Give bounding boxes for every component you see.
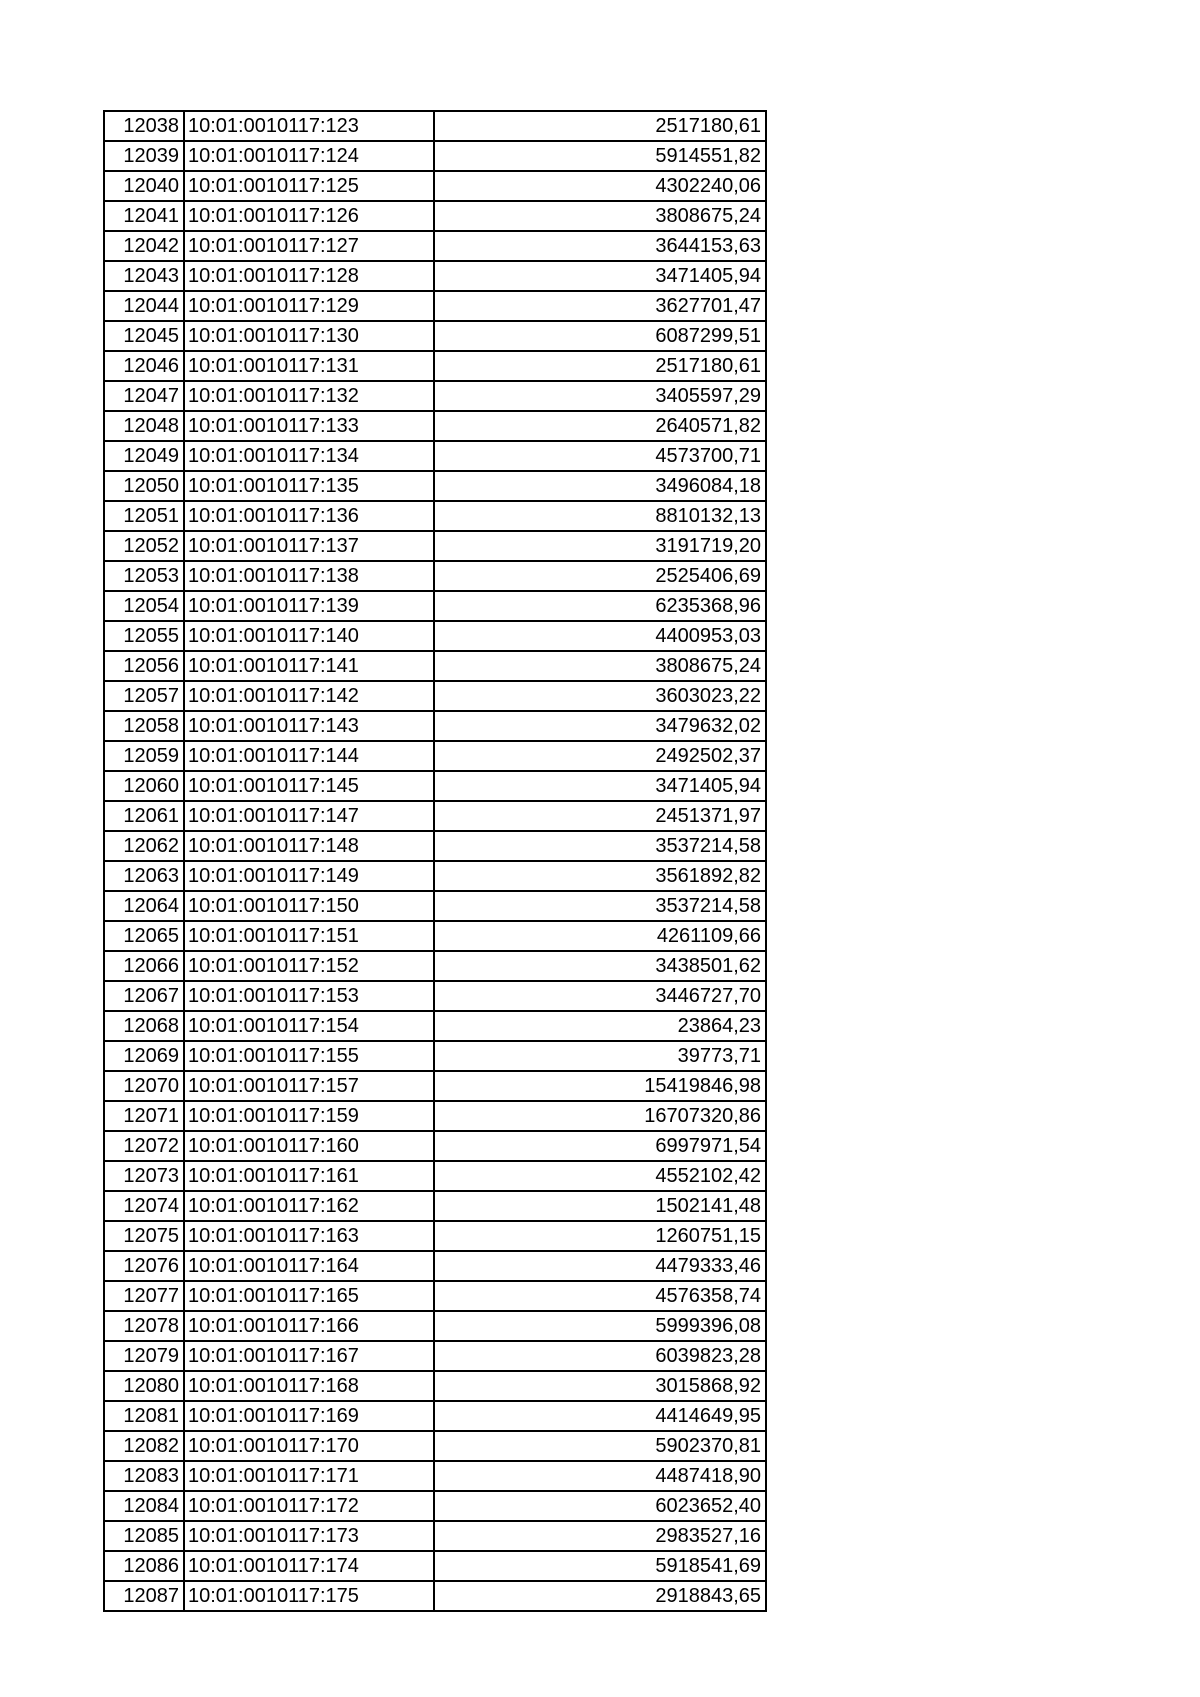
cadastral-number-cell: 10:01:0010117:173 (184, 1521, 434, 1551)
row-number-cell: 12048 (104, 411, 184, 441)
table-row (104, 141, 766, 171)
table-row (104, 861, 766, 891)
table-row (104, 561, 766, 591)
cadastral-value-cell: 2525406,69 (434, 561, 766, 591)
table-row (104, 231, 766, 261)
cadastral-value-cell: 3627701,47 (434, 291, 766, 321)
cadastral-number-cell: 10:01:0010117:160 (184, 1131, 434, 1161)
cadastral-number-cell: 10:01:0010117:141 (184, 651, 434, 681)
table-row (104, 1461, 766, 1491)
cadastral-value-cell: 6039823,28 (434, 1341, 766, 1371)
cadastral-value-cell: 5918541,69 (434, 1551, 766, 1581)
cadastral-value-cell: 4400953,03 (434, 621, 766, 651)
row-number-cell: 12084 (104, 1491, 184, 1521)
cadastral-value-cell: 2451371,97 (434, 801, 766, 831)
cadastral-value-cell: 3479632,02 (434, 711, 766, 741)
cadastral-number-cell: 10:01:0010117:125 (184, 171, 434, 201)
table-row (104, 1551, 766, 1581)
row-number-cell: 12066 (104, 951, 184, 981)
cadastral-number-cell: 10:01:0010117:175 (184, 1581, 434, 1611)
cadastral-number-cell: 10:01:0010117:150 (184, 891, 434, 921)
table-row (104, 921, 766, 951)
table-row (104, 1581, 766, 1611)
row-number-cell: 12075 (104, 1221, 184, 1251)
table-row (104, 711, 766, 741)
cadastral-number-cell: 10:01:0010117:132 (184, 381, 434, 411)
cadastral-value-cell: 1260751,15 (434, 1221, 766, 1251)
cadastral-number-cell: 10:01:0010117:149 (184, 861, 434, 891)
row-number-cell: 12042 (104, 231, 184, 261)
row-number-cell: 12068 (104, 1011, 184, 1041)
cadastral-value-cell: 3446727,70 (434, 981, 766, 1011)
cadastral-value-cell: 4302240,06 (434, 171, 766, 201)
cadastral-number-cell: 10:01:0010117:168 (184, 1371, 434, 1401)
cadastral-value-cell: 4479333,46 (434, 1251, 766, 1281)
table-body (104, 111, 766, 1611)
cadastral-value-cell: 2492502,37 (434, 741, 766, 771)
cadastral-value-cell: 1502141,48 (434, 1191, 766, 1221)
cadastral-number-cell: 10:01:0010117:133 (184, 411, 434, 441)
row-number-cell: 12063 (104, 861, 184, 891)
row-number-cell: 12050 (104, 471, 184, 501)
cadastral-number-cell: 10:01:0010117:157 (184, 1071, 434, 1101)
table-row (104, 951, 766, 981)
table-row (104, 291, 766, 321)
row-number-cell: 12080 (104, 1371, 184, 1401)
cadastral-number-cell: 10:01:0010117:151 (184, 921, 434, 951)
row-number-cell: 12041 (104, 201, 184, 231)
cadastral-number-cell: 10:01:0010117:143 (184, 711, 434, 741)
row-number-cell: 12061 (104, 801, 184, 831)
cadastral-number-cell: 10:01:0010117:167 (184, 1341, 434, 1371)
table-row (104, 531, 766, 561)
cadastral-value-cell: 4552102,42 (434, 1161, 766, 1191)
cadastral-number-cell: 10:01:0010117:161 (184, 1161, 434, 1191)
cadastral-number-cell: 10:01:0010117:169 (184, 1401, 434, 1431)
table-row (104, 741, 766, 771)
row-number-cell: 12058 (104, 711, 184, 741)
cadastral-value-cell: 3808675,24 (434, 201, 766, 231)
table-row (104, 1491, 766, 1521)
cadastral-number-cell: 10:01:0010117:170 (184, 1431, 434, 1461)
cadastral-number-cell: 10:01:0010117:153 (184, 981, 434, 1011)
cadastral-number-cell: 10:01:0010117:166 (184, 1311, 434, 1341)
cadastral-number-cell: 10:01:0010117:135 (184, 471, 434, 501)
row-number-cell: 12071 (104, 1101, 184, 1131)
cadastral-number-cell: 10:01:0010117:145 (184, 771, 434, 801)
cadastral-value-cell: 6235368,96 (434, 591, 766, 621)
cadastral-value-cell: 3438501,62 (434, 951, 766, 981)
table-row (104, 381, 766, 411)
table-row (104, 1191, 766, 1221)
table-row (104, 171, 766, 201)
cadastral-number-cell: 10:01:0010117:130 (184, 321, 434, 351)
row-number-cell: 12067 (104, 981, 184, 1011)
row-number-cell: 12069 (104, 1041, 184, 1071)
table-row (104, 1251, 766, 1281)
cadastral-number-cell: 10:01:0010117:152 (184, 951, 434, 981)
row-number-cell: 12078 (104, 1311, 184, 1341)
row-number-cell: 12060 (104, 771, 184, 801)
row-number-cell: 12043 (104, 261, 184, 291)
row-number-cell: 12083 (104, 1461, 184, 1491)
row-number-cell: 12070 (104, 1071, 184, 1101)
cadastral-number-cell: 10:01:0010117:162 (184, 1191, 434, 1221)
cadastral-value-cell: 3537214,58 (434, 831, 766, 861)
table-row (104, 471, 766, 501)
row-number-cell: 12085 (104, 1521, 184, 1551)
table-row (104, 501, 766, 531)
cadastral-value-cell: 3471405,94 (434, 261, 766, 291)
table-row (104, 261, 766, 291)
cadastral-value-cell: 3644153,63 (434, 231, 766, 261)
table-row (104, 201, 766, 231)
cadastral-number-cell: 10:01:0010117:148 (184, 831, 434, 861)
table-row (104, 621, 766, 651)
cadastral-value-cell: 4576358,74 (434, 1281, 766, 1311)
table-row (104, 981, 766, 1011)
table-row (104, 1011, 766, 1041)
cadastral-number-cell: 10:01:0010117:155 (184, 1041, 434, 1071)
cadastral-value-cell: 3191719,20 (434, 531, 766, 561)
table-row (104, 651, 766, 681)
table-row (104, 111, 766, 141)
row-number-cell: 12045 (104, 321, 184, 351)
table-row (104, 441, 766, 471)
cadastral-number-cell: 10:01:0010117:138 (184, 561, 434, 591)
row-number-cell: 12057 (104, 681, 184, 711)
row-number-cell: 12053 (104, 561, 184, 591)
table-row (104, 891, 766, 921)
cadastral-value-cell: 4487418,90 (434, 1461, 766, 1491)
table-row (104, 1401, 766, 1431)
row-number-cell: 12062 (104, 831, 184, 861)
cadastral-number-cell: 10:01:0010117:140 (184, 621, 434, 651)
row-number-cell: 12064 (104, 891, 184, 921)
cadastral-value-cell: 5914551,82 (434, 141, 766, 171)
cadastral-number-cell: 10:01:0010117:129 (184, 291, 434, 321)
row-number-cell: 12082 (104, 1431, 184, 1461)
table-row (104, 1341, 766, 1371)
cadastral-value-cell: 39773,71 (434, 1041, 766, 1071)
table-row (104, 1041, 766, 1071)
row-number-cell: 12065 (104, 921, 184, 951)
row-number-cell: 12074 (104, 1191, 184, 1221)
table-row (104, 591, 766, 621)
cadastral-value-cell: 2918843,65 (434, 1581, 766, 1611)
cadastral-number-cell: 10:01:0010117:128 (184, 261, 434, 291)
cadastral-number-cell: 10:01:0010117:123 (184, 111, 434, 141)
cadastral-number-cell: 10:01:0010117:136 (184, 501, 434, 531)
cadastral-value-cell: 4573700,71 (434, 441, 766, 471)
cadastral-value-cell: 2517180,61 (434, 351, 766, 381)
table-row (104, 1101, 766, 1131)
cadastral-number-cell: 10:01:0010117:126 (184, 201, 434, 231)
table-row (104, 1311, 766, 1341)
cadastral-value-cell: 15419846,98 (434, 1071, 766, 1101)
table-row (104, 1371, 766, 1401)
cadastral-number-cell: 10:01:0010117:171 (184, 1461, 434, 1491)
cadastral-value-cell: 6997971,54 (434, 1131, 766, 1161)
table-row (104, 1071, 766, 1101)
cadastral-number-cell: 10:01:0010117:124 (184, 141, 434, 171)
table-row (104, 1521, 766, 1551)
cadastral-number-cell: 10:01:0010117:134 (184, 441, 434, 471)
row-number-cell: 12047 (104, 381, 184, 411)
cadastral-number-cell: 10:01:0010117:165 (184, 1281, 434, 1311)
table-row (104, 1221, 766, 1251)
table-row (104, 1131, 766, 1161)
table-row (104, 1281, 766, 1311)
row-number-cell: 12054 (104, 591, 184, 621)
cadastral-value-cell: 3405597,29 (434, 381, 766, 411)
row-number-cell: 12072 (104, 1131, 184, 1161)
cadastral-value-cell: 5902370,81 (434, 1431, 766, 1461)
row-number-cell: 12049 (104, 441, 184, 471)
cadastral-value-cell: 3603023,22 (434, 681, 766, 711)
row-number-cell: 12077 (104, 1281, 184, 1311)
cadastral-value-cell: 3471405,94 (434, 771, 766, 801)
cadastral-number-cell: 10:01:0010117:139 (184, 591, 434, 621)
table-row (104, 831, 766, 861)
table-row (104, 801, 766, 831)
table-row (104, 771, 766, 801)
table-row (104, 411, 766, 441)
cadastral-number-cell: 10:01:0010117:164 (184, 1251, 434, 1281)
row-number-cell: 12076 (104, 1251, 184, 1281)
table-row (104, 351, 766, 381)
row-number-cell: 12044 (104, 291, 184, 321)
cadastral-number-cell: 10:01:0010117:172 (184, 1491, 434, 1521)
cadastral-value-cell: 3015868,92 (434, 1371, 766, 1401)
cadastral-number-cell: 10:01:0010117:127 (184, 231, 434, 261)
cadastral-value-cell: 6087299,51 (434, 321, 766, 351)
cadastral-value-cell: 3537214,58 (434, 891, 766, 921)
cadastral-number-cell: 10:01:0010117:142 (184, 681, 434, 711)
cadastral-number-cell: 10:01:0010117:137 (184, 531, 434, 561)
cadastral-number-cell: 10:01:0010117:131 (184, 351, 434, 381)
row-number-cell: 12051 (104, 501, 184, 531)
row-number-cell: 12086 (104, 1551, 184, 1581)
row-number-cell: 12038 (104, 111, 184, 141)
cadastral-value-cell: 4261109,66 (434, 921, 766, 951)
row-number-cell: 12039 (104, 141, 184, 171)
table-row (104, 321, 766, 351)
row-number-cell: 12079 (104, 1341, 184, 1371)
cadastral-value-cell: 2640571,82 (434, 411, 766, 441)
cadastral-value-cell: 2517180,61 (434, 111, 766, 141)
cadastral-number-cell: 10:01:0010117:159 (184, 1101, 434, 1131)
row-number-cell: 12081 (104, 1401, 184, 1431)
cadastral-value-cell: 23864,23 (434, 1011, 766, 1041)
cadastral-value-cell: 3808675,24 (434, 651, 766, 681)
row-number-cell: 12073 (104, 1161, 184, 1191)
cadastral-number-cell: 10:01:0010117:174 (184, 1551, 434, 1581)
cadastral-value-cell: 6023652,40 (434, 1491, 766, 1521)
row-number-cell: 12056 (104, 651, 184, 681)
row-number-cell: 12046 (104, 351, 184, 381)
cadastral-value-cell: 4414649,95 (434, 1401, 766, 1431)
cadastral-value-cell: 2983527,16 (434, 1521, 766, 1551)
cadastral-value-table (103, 110, 767, 1612)
cadastral-number-cell: 10:01:0010117:154 (184, 1011, 434, 1041)
row-number-cell: 12040 (104, 171, 184, 201)
cadastral-value-cell: 3496084,18 (434, 471, 766, 501)
row-number-cell: 12059 (104, 741, 184, 771)
table-row (104, 681, 766, 711)
cadastral-number-cell: 10:01:0010117:163 (184, 1221, 434, 1251)
cadastral-value-cell: 3561892,82 (434, 861, 766, 891)
row-number-cell: 12055 (104, 621, 184, 651)
table-row (104, 1161, 766, 1191)
cadastral-number-cell: 10:01:0010117:144 (184, 741, 434, 771)
cadastral-value-cell: 5999396,08 (434, 1311, 766, 1341)
row-number-cell: 12052 (104, 531, 184, 561)
cadastral-value-cell: 16707320,86 (434, 1101, 766, 1131)
table-row (104, 1431, 766, 1461)
row-number-cell: 12087 (104, 1581, 184, 1611)
cadastral-value-cell: 8810132,13 (434, 501, 766, 531)
cadastral-number-cell: 10:01:0010117:147 (184, 801, 434, 831)
